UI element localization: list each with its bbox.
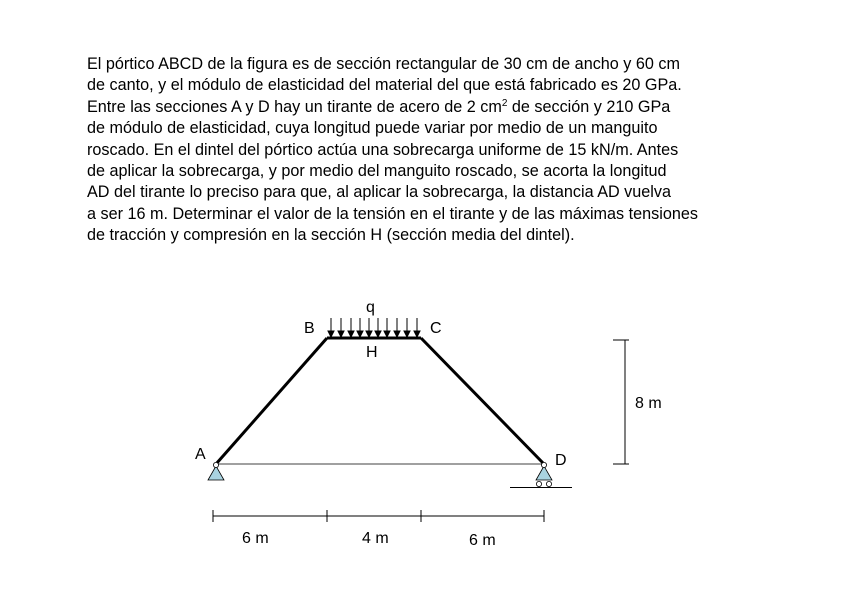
label-a: A — [195, 446, 206, 463]
label-c: C — [430, 320, 442, 337]
problem-line: El pórtico ABCD de la figura es de sección rectangular de 30 cm de ancho y 60 cm — [87, 55, 680, 73]
label-d: D — [555, 452, 567, 469]
problem-line: AD del tirante lo preciso para que, al aplicar la sobrecarga, la distancia AD vuelva — [87, 183, 671, 202]
label-q: q — [366, 299, 375, 316]
problem-line: roscado. En el dintel del pórtico actúa una sobrecarga uniforme de 15 kN/m. Antes — [87, 140, 679, 159]
label-h: H — [366, 344, 378, 361]
column-ab — [216, 338, 327, 464]
span-label-2: 4 m — [362, 530, 389, 547]
height-dimension — [613, 340, 629, 464]
span-dimension — [213, 510, 544, 522]
label-b: B — [304, 320, 315, 337]
problem-line: de canto, y el módulo de elasticidad del material del que está fabricado es 20 GPa. — [87, 76, 682, 95]
problem-line: de aplicar la sobrecarga, y por medio del manguito roscado, se acorta la longitud — [87, 162, 667, 181]
problem-line-part: de sección y 210 GPa — [507, 97, 671, 116]
problem-line-part: Entre las secciones A y D hay un tirante de acero de 2 cm — [87, 97, 502, 116]
distributed-load — [328, 318, 420, 337]
problem-line: de tracción y compresión en la sección H (sección media del dintel). — [87, 226, 575, 245]
height-dimension-label: 8 m — [635, 395, 662, 412]
pin-support-a — [208, 462, 224, 480]
superscript-two: 2 — [501, 97, 508, 109]
span-label-1: 6 m — [242, 530, 269, 547]
problem-line: de módulo de elasticidad, cuya longitud puede variar por medio de un manguito — [87, 119, 658, 138]
span-label-3: 6 m — [469, 532, 496, 549]
column-cd — [421, 338, 544, 464]
problem-line: a ser 16 m. Determinar el valor de la tensión en el tirante y de las máximas tensiones — [87, 204, 698, 223]
